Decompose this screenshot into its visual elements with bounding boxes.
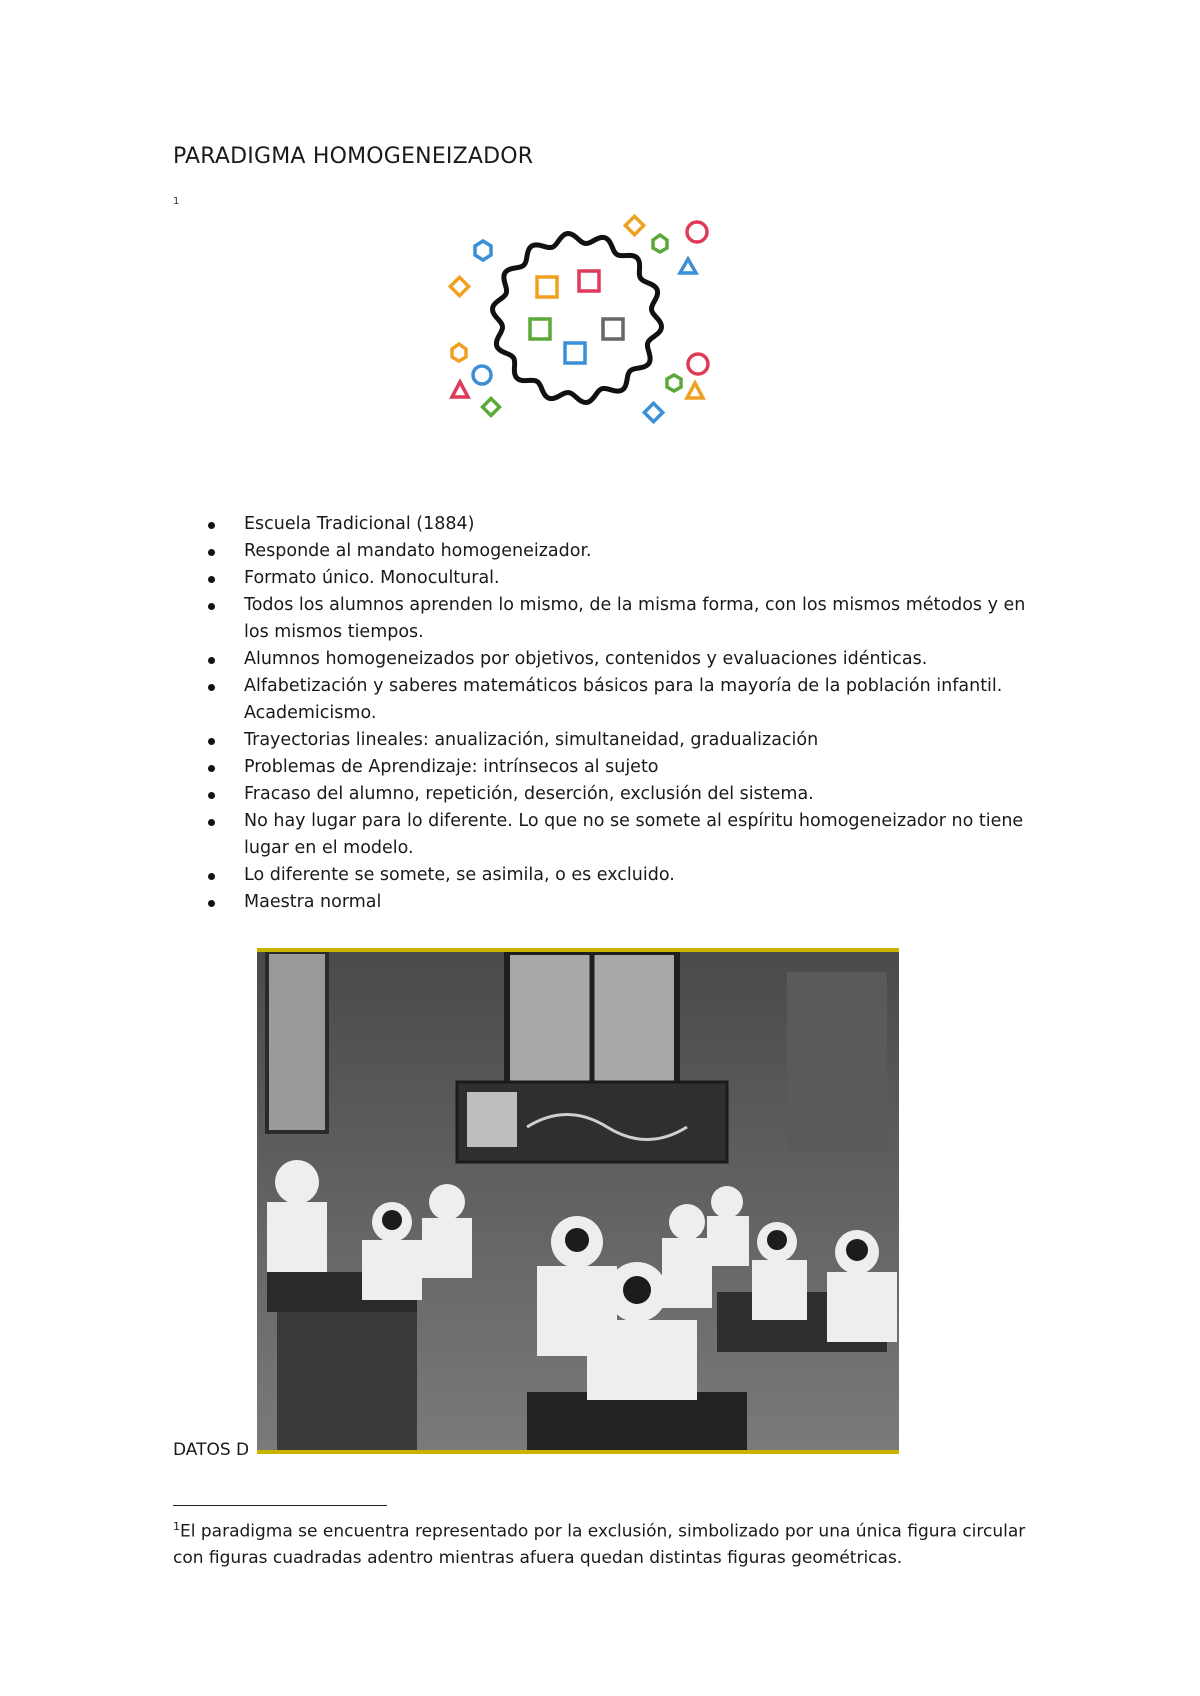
list-item-text: Fracaso del alumno, repetición, deserción, exclusión del sistema.	[244, 784, 814, 804]
outer-diamond-orange	[450, 277, 468, 295]
list-item-text: Responde al mandato homogeneizador.	[244, 541, 592, 561]
outer-circle-blue	[473, 366, 491, 384]
footnote-text: El paradigma se encuentra representado por la exclusión, simbolizado por una única figura circular con figuras cuadradas adentro mientras afuera quedan distintas figuras geométricas.	[173, 1521, 1026, 1568]
list-item-text: Problemas de Aprendizaje: intrínsecos al sujeto	[244, 757, 659, 777]
bullet-icon	[208, 900, 215, 907]
outer-circle-red-top	[687, 222, 707, 242]
bullet-icon	[208, 522, 215, 529]
right-panel	[787, 972, 887, 1152]
inner-square-green	[530, 319, 550, 339]
bullet-icon	[208, 765, 215, 772]
bullet-icon	[208, 603, 215, 610]
list-item-text: Lo diferente se somete, se asimila, o es excluido.	[244, 865, 675, 885]
footnote-reference: 1	[173, 196, 180, 207]
footnote-separator	[173, 1505, 387, 1506]
bullet-icon	[208, 549, 215, 556]
bullet-icon	[208, 738, 215, 745]
list-item-text: Trayectorias lineales: anualización, simultaneidad, gradualización	[244, 730, 819, 750]
bullet-icon	[208, 873, 215, 880]
list-item	[200, 592, 1050, 646]
list-item	[200, 538, 1050, 565]
list-item-text: Formato único. Monocultural.	[244, 568, 500, 588]
left-window	[267, 952, 327, 1132]
outer-hexagon-green-top	[653, 235, 667, 252]
list-item	[200, 754, 1050, 781]
list-item	[200, 862, 1050, 889]
outer-triangle-red	[452, 382, 468, 397]
outer-hexagon-orange	[452, 344, 466, 361]
inner-square-blue	[565, 343, 585, 363]
list-item	[200, 808, 1050, 862]
inner-square-red	[579, 271, 599, 291]
datos-label: DATOS D	[173, 1440, 250, 1460]
list-item-text: Alumnos homogeneizados por objetivos, contenidos y evaluaciones idénticas.	[244, 649, 928, 669]
bullet-icon	[208, 576, 215, 583]
list-item	[200, 727, 1050, 754]
list-item-text: No hay lugar para lo diferente. Lo que no se somete al espíritu homogeneizador no tiene lugar en el modelo.	[244, 811, 1024, 858]
bullet-icon	[208, 684, 215, 691]
outer-diamond-orange-top	[625, 216, 643, 234]
bullet-icon	[208, 792, 215, 799]
paradigm-characteristics-list	[200, 511, 1050, 916]
outer-triangle-blue	[680, 259, 696, 273]
inner-square-gray	[603, 319, 623, 339]
inner-square-orange	[537, 277, 557, 297]
footnote-number: 1	[173, 1520, 180, 1533]
page-title: PARADIGMA HOMOGENEIZADOR	[173, 144, 534, 169]
outer-diamond-green	[483, 399, 500, 416]
list-item-text: Maestra normal	[244, 892, 382, 912]
list-item	[200, 565, 1050, 592]
outer-hexagon-green-right	[667, 375, 681, 391]
desk-front	[527, 1392, 747, 1450]
list-item-text: Todos los alumnos aprenden lo mismo, de la misma forma, con los mismos métodos y en los mismos tiempos.	[244, 595, 1026, 642]
list-item-text: Alfabetización y saberes matemáticos básicos para la mayoría de la población infantil. Academicismo.	[244, 676, 1003, 723]
outer-circle-red-right	[688, 354, 708, 374]
footnote	[173, 1514, 1053, 1571]
list-item	[200, 646, 1050, 673]
classroom-photo	[257, 948, 899, 1454]
list-item	[200, 511, 1050, 538]
list-item	[200, 889, 1050, 916]
list-item-text: Escuela Tradicional (1884)	[244, 514, 475, 534]
paradigm-shapes-diagram	[445, 203, 725, 433]
bullet-icon	[208, 657, 215, 664]
bullet-icon	[208, 819, 215, 826]
wavy-circle-shape	[493, 234, 662, 403]
outer-triangle-orange	[687, 383, 703, 398]
list-item	[200, 781, 1050, 808]
list-item	[200, 673, 1050, 727]
outer-hexagon-blue	[475, 241, 491, 260]
outer-diamond-blue	[644, 403, 662, 421]
